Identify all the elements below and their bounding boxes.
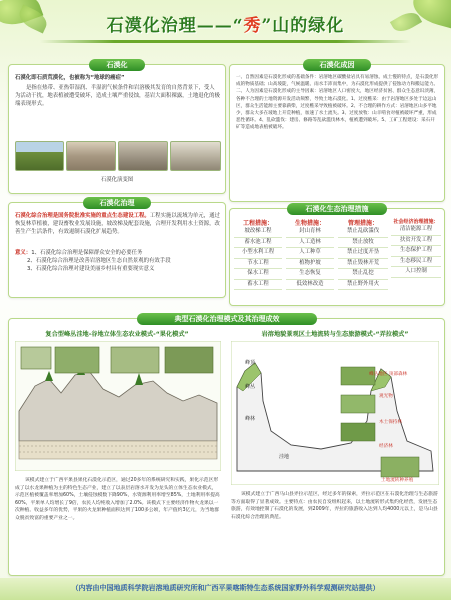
- measure-item: 禁止乱砍滥伐: [338, 227, 388, 238]
- section-heading-models: 典型石漠化治理模式及其治理成效: [137, 313, 317, 325]
- title-part-1: 石漠化治理——“: [106, 16, 244, 36]
- measure-item: 生态移民工程: [391, 257, 441, 268]
- rocky-desertification-panel: [8, 61, 226, 194]
- nongla-legend-3: 木土保持林: [379, 420, 402, 425]
- section-heading-rocky: 石漠化: [89, 59, 145, 71]
- guohua-profile-diagram: [15, 341, 221, 471]
- landscape-photo-2: [66, 141, 116, 171]
- governance-paragraph: [15, 212, 220, 237]
- measure-item: 保水工程: [234, 269, 282, 280]
- measure-item: 坡改梯工程: [234, 227, 282, 238]
- causes-panel: [229, 61, 445, 202]
- measure-item: 清洁能源工程: [391, 225, 441, 236]
- measure-item: 禁止乱挖: [338, 269, 388, 280]
- measure-item: 植物护坡: [286, 259, 334, 270]
- governance-meaning: [15, 249, 220, 274]
- poster-footer: [0, 578, 451, 600]
- measure-item: 人工造林: [286, 238, 334, 249]
- nongla-label-forest: 峰林: [245, 416, 256, 422]
- nongla-label-peak: 峰顶: [245, 360, 256, 366]
- nongla-model-body: 该模式建立于广西马山县弄拉示范区，经过多年的探索，弄拉示范区在石漠化治理与生态旅游等方面取得了显著成效。主要特点：由农民自发组织起来，以土地流转形式集约化经营，发展生态旅游，有效地控制了石漠化的发展，到2009年，弄拉的旅游收入达到人均4000元以上，是马山县石漠化综合治理的典范。: [231, 492, 438, 520]
- meaning-label: 意义：: [15, 250, 32, 256]
- nongla-model-title: 岩溶地貌景观区土地流转与生态旅游模式-“弄拉模式”: [261, 331, 409, 338]
- measure-item: 生态恢复: [286, 269, 334, 280]
- nongla-label-depression: 洼地: [279, 454, 290, 460]
- nongla-legend-4: 经济林: [379, 444, 393, 449]
- title-highlight: 秀: [243, 16, 262, 36]
- models-panel: [8, 315, 445, 576]
- measures-column-socioeconomic: [391, 218, 441, 278]
- measure-item: 蓄水池工程: [234, 238, 282, 249]
- measure-item: 人工种草: [286, 248, 334, 259]
- nongla-legend-5: 土地流转种养殖: [381, 478, 414, 483]
- measures-head-biological: 生物措施：: [294, 220, 325, 227]
- measure-item: 扶贫开发工程: [391, 236, 441, 247]
- landscape-photo-3: [118, 141, 168, 171]
- governance-lead: 石漠化综合治理是国务院批准实施的重点生态建设工程。: [15, 213, 150, 219]
- title-underline: [40, 40, 411, 43]
- meaning-item-2: 2、石漠化综合治理是改善岩溶地区生态自然景观的有效手段: [27, 258, 171, 265]
- nongla-legend-2: 观光物: [379, 394, 393, 399]
- rocky-definition: 是指在热带、亚热带湿润、半湿润气候条件和岩溶极其发育的自然背景下，受人为活动干扰，地表植被遭受破坏，造成土壤严重侵蚀，基岩大面积裸露，土地退化的极端表现形式。: [15, 85, 220, 108]
- measures-column-management: [338, 218, 388, 290]
- measures-head-management: 管理措施：: [347, 220, 378, 227]
- measure-item: 蓄水工程: [234, 280, 282, 291]
- nongla-legend-1: 峰丛地区 顶部森林: [369, 372, 408, 377]
- guohua-model-title: 复合型峰丛洼地-谷地立体生态农业模式-“果化模式”: [45, 331, 189, 338]
- footer-credit: （内容由中国地质科学院岩溶地质研究所和广西平果喀斯特生态系统国家野外科学观测研究站提供）: [71, 584, 380, 592]
- rocky-lead: 石漠化即石质荒漠化，也被称为“地球的癌症”: [15, 75, 125, 81]
- meaning-item-3: 3、石漠化综合治理对建设美丽乡村具有重要现实意义: [27, 266, 155, 273]
- measure-item: 封山育林: [286, 227, 334, 238]
- governance-body: 工程实施以流域为单元，通过恢复林草植被，建设畜牧业发展设施，坡改梯及配套设施，合理开发利用水土资源，改善生产生活条件，有效遏制石漠化扩展趋势。: [15, 213, 220, 236]
- landscape-photo-1: [15, 141, 64, 171]
- measure-item: 禁止放牧: [338, 238, 388, 249]
- nongla-label-cluster: 峰丛: [245, 384, 256, 390]
- poster-title: [0, 11, 451, 36]
- measure-item: 禁止过度开垦: [338, 248, 388, 259]
- poster-header: [0, 0, 451, 52]
- measure-item: 小型水利工程: [234, 248, 282, 259]
- measure-item: 人口控制: [391, 267, 441, 278]
- meaning-item-1: 1、石漠化综合治理是保障群众安全的必要任务: [31, 250, 143, 256]
- measures-panel: [229, 205, 445, 306]
- measures-column-engineering: [234, 218, 282, 290]
- measures-column-biological: [286, 218, 334, 290]
- section-heading-causes: 石漠化成因: [303, 59, 371, 71]
- section-heading-measures: 石漠化生态治理措施: [287, 203, 387, 215]
- measures-head-socioeconomic: 社会经济治理措施：: [393, 219, 439, 225]
- evolution-caption: 石漠化演变图: [100, 177, 134, 183]
- governance-panel: [8, 199, 226, 298]
- measure-item: 低效林改造: [286, 280, 334, 291]
- title-part-3: ”山的绿化: [261, 16, 345, 36]
- causes-body: 一、自然因素是石漠化形成的基础条件：岩溶地区碳酸盐岩具有易溶蚀、成土慢的特点，是石漠化形成的物质基础；山高坡陡，气候温暖、雨水丰沛而集中，为石漠化形成提供了侵蚀动力和搬运能力。二、人为因素是石漠化形成的主导因素：岩溶地区人口密度大，地区经济贫困、群众生态意识淡薄，各种不合理的土地资源开发活动频繁，导致土地石漠化。1、过度樵采：由于岩溶地区多处于边远山区，群众生活能源主要靠薪柴，过度樵采导致植被破坏。2、不合理的耕作方式：岩溶地区山多平地少，群众大多在坡地上开荒种植，加速了水土流失。3、过度放牧：山羊啃食对植被破坏严重，形成恶性循环。4、乱砍滥伐：建房、修路等乱砍滥伐林木，植被遭到破坏。5、工矿工程建设：采石开矿等造成地表植被破坏。: [236, 75, 439, 131]
- measure-item: 节水工程: [234, 259, 282, 270]
- measures-head-engineering: 工程措施：: [242, 220, 273, 227]
- measure-item: 禁止野外用火: [338, 280, 388, 291]
- landscape-photo-4: [170, 141, 221, 171]
- guohua-model-body: 该模式建立于广西平果县果化石漠化示范区，通过20多年的系统研究和实践，果化示范区形成了以水龙果种植为主的特色生态产业，建立了以表层岩溶水开发为龙头的立体生态农业模式，示范区植被覆盖率增加60%，土壤侵蚀模数下降90%，水资源利用率增至85%，土地利用率提高60%，平果单人均增长了9倍，农民人均纯收入增加了2.0%。该模式下主要经济作物火龙果以一次种植、收益多年的优势，平果的火龙果种植面积达到了100多公顷，年产值约3亿元，为当地群众脱贫致富的重要产业之一。: [15, 478, 220, 521]
- nongla-profile-diagram: [231, 341, 439, 485]
- measure-item: 禁止毁林开荒: [338, 259, 388, 270]
- measure-item: 生态保护工程: [391, 246, 441, 257]
- section-heading-governance: 石漠化治理: [83, 197, 151, 209]
